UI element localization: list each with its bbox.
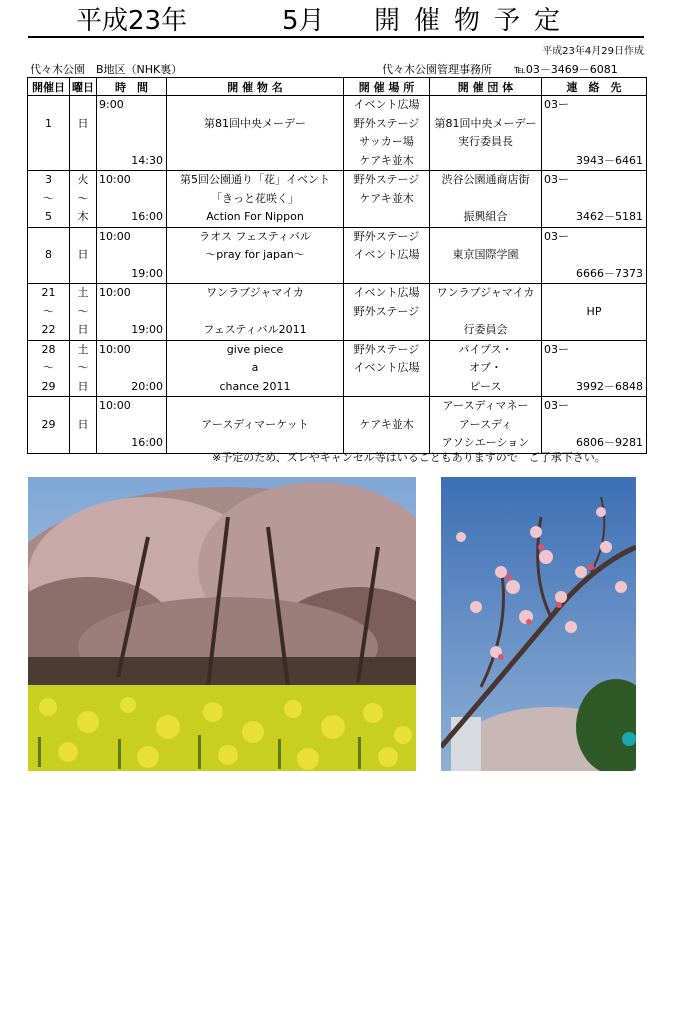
cell-venue — [344, 284, 430, 341]
name-line — [167, 303, 343, 322]
day-line: 日 — [77, 417, 89, 431]
cherry-tree-image — [28, 477, 416, 771]
time-spacer — [97, 246, 166, 265]
day-line: 木 — [77, 210, 89, 223]
header-date: 開催日 — [28, 78, 70, 96]
date-line: ～ — [43, 361, 54, 374]
venue-line — [344, 397, 429, 416]
cell-day — [70, 96, 97, 171]
date-line: 21 — [41, 286, 56, 299]
cell-contact — [542, 397, 647, 454]
title-month: 5月 — [282, 6, 325, 36]
venue-line — [344, 321, 429, 340]
venue-line: 野外ステージ — [353, 116, 420, 130]
cell-date — [28, 96, 70, 171]
day-line: 土 — [77, 286, 89, 299]
table-row — [28, 340, 647, 397]
org-line: 振興組合 — [463, 210, 508, 223]
name-line — [167, 96, 343, 115]
org-line — [430, 265, 541, 284]
date-line: 22 — [41, 323, 56, 336]
org-line: 東京国際学園 — [452, 248, 519, 261]
name-line: アースディマーケット — [201, 417, 309, 431]
date-line: 29 — [41, 417, 56, 431]
start-time: 10:00 — [99, 229, 131, 243]
org-line: ピース — [469, 379, 502, 393]
created-date: 平成23年4月29日作成 — [542, 46, 644, 57]
cell-date — [28, 340, 70, 397]
header-event: 開 催 物 名 — [167, 78, 344, 96]
start-time: 10:00 — [99, 342, 131, 356]
name-line — [167, 265, 343, 284]
table-header-row — [28, 78, 647, 96]
name-line — [167, 133, 343, 152]
cell-date — [28, 171, 70, 228]
cell-contact — [542, 340, 647, 397]
name-line: フェスティバル2011 — [203, 323, 307, 336]
cell-name — [167, 227, 344, 284]
start-time: 9:00 — [99, 98, 124, 111]
contact-line: 6666－7373 — [576, 266, 643, 280]
date-line: 3 — [45, 173, 52, 186]
cell-day — [70, 340, 97, 397]
day-line: 日 — [77, 116, 89, 130]
cell-org — [430, 340, 542, 397]
org-line: パイプス・ — [458, 342, 513, 356]
venue-line: サッカー場 — [359, 135, 414, 148]
cell-name — [167, 96, 344, 171]
date-line — [28, 152, 69, 171]
org-line — [430, 303, 541, 322]
name-line: give piece — [226, 342, 284, 356]
table-row — [28, 397, 647, 454]
cell-venue — [344, 227, 430, 284]
name-line: a — [251, 361, 259, 374]
date-line: ～ — [43, 304, 54, 318]
cell-day — [70, 227, 97, 284]
cell-name — [167, 284, 344, 341]
time-spacer — [97, 115, 166, 134]
name-line — [167, 152, 343, 171]
day-line: ～ — [77, 191, 89, 205]
start-time: 10:00 — [99, 286, 131, 299]
day-line: 土 — [77, 342, 89, 356]
header-day: 曜日 — [70, 78, 97, 96]
cell-day — [70, 284, 97, 341]
end-time: 19:00 — [131, 323, 163, 336]
time-spacer — [97, 190, 166, 209]
end-time: 16:00 — [131, 210, 163, 223]
venue-line: 野外ステージ — [353, 304, 420, 318]
day-line — [70, 434, 96, 453]
cell-name — [167, 171, 344, 228]
cell-venue — [344, 397, 430, 454]
date-line — [28, 96, 69, 115]
table-row — [28, 227, 647, 284]
date-line — [28, 133, 69, 152]
cell-day — [70, 171, 97, 228]
cell-name — [167, 340, 344, 397]
cell-date — [28, 284, 70, 341]
cell-time — [97, 340, 167, 397]
day-line — [70, 228, 96, 247]
date-line — [28, 228, 69, 247]
date-line: 29 — [41, 379, 56, 393]
venue-line: 野外ステージ — [353, 229, 420, 243]
cell-time — [97, 171, 167, 228]
contact-line: 03ー — [544, 98, 569, 111]
schedule-body — [28, 96, 647, 454]
cherry-blossom-photo — [28, 477, 416, 771]
header-organizer: 開 催 団 体 — [430, 78, 542, 96]
name-line: ワンラブジャマイカ — [206, 286, 304, 299]
org-line: 実行委員長 — [458, 135, 513, 148]
contact-line: 3992－6848 — [576, 379, 643, 393]
date-line: 1 — [45, 116, 52, 130]
table-row — [28, 171, 647, 228]
contact-line: 03ー — [544, 229, 569, 243]
org-line: 行委員会 — [463, 323, 508, 336]
org-line: アースディ — [458, 417, 513, 431]
contact-line — [542, 115, 646, 134]
day-line — [70, 397, 96, 416]
contact-line — [542, 284, 646, 303]
day-line: 日 — [77, 379, 89, 393]
date-line: 8 — [45, 248, 52, 261]
contact-line: 03ー — [544, 399, 569, 412]
title-heading: 開催物予定 — [374, 6, 575, 36]
contact-line: 3462－5181 — [576, 210, 643, 223]
cell-org — [430, 171, 542, 228]
name-line: ラオス フェスティバル — [199, 229, 311, 243]
day-line: 日 — [77, 248, 89, 261]
cell-org — [430, 96, 542, 171]
contact-line — [542, 321, 646, 340]
cell-time — [97, 397, 167, 454]
cell-date — [28, 397, 70, 454]
cell-contact — [542, 284, 647, 341]
contact-line: 6806－9281 — [576, 436, 643, 449]
time-spacer — [97, 303, 166, 322]
contact-line: 03ー — [544, 342, 569, 356]
cell-org — [430, 284, 542, 341]
disclaimer-note: ※予定のため、ズレやキャンセル等はいることもありますので ご了承下さい。 — [212, 451, 606, 464]
cell-org — [430, 397, 542, 454]
schedule-table — [27, 77, 647, 454]
name-line: ～pray for japan～ — [205, 248, 305, 261]
end-time: 14:30 — [131, 153, 163, 167]
venue-line: イベント広場 — [353, 98, 420, 111]
cell-contact — [542, 171, 647, 228]
day-line — [70, 133, 96, 152]
start-time: 10:00 — [99, 399, 131, 412]
venue-line: ケアキ並木 — [359, 153, 414, 167]
date-line: ～ — [43, 191, 54, 205]
table-row — [28, 284, 647, 341]
venue-line — [344, 208, 429, 227]
day-line: 火 — [77, 173, 89, 186]
org-line: 第81回中央メーデー — [434, 116, 537, 130]
end-time: 20:00 — [131, 379, 163, 393]
date-line: 28 — [41, 342, 56, 356]
org-line: ワンラブジャマイカ — [436, 286, 535, 299]
contact-line — [542, 190, 646, 209]
date-line — [28, 434, 69, 453]
cell-org — [430, 227, 542, 284]
cell-day — [70, 397, 97, 454]
org-line: オブ・ — [469, 361, 502, 374]
day-line — [70, 265, 96, 284]
org-line — [430, 228, 541, 247]
name-line — [167, 397, 343, 416]
office-contact: 代々木公園管理事務所 ℡03－3469－6081 — [382, 63, 618, 76]
venue-line: ケアキ並木 — [359, 417, 414, 431]
start-time: 10:00 — [99, 173, 131, 186]
contact-line: HP — [586, 304, 602, 318]
cell-name — [167, 397, 344, 454]
cell-time — [97, 96, 167, 171]
name-line: chance 2011 — [219, 379, 291, 393]
day-line — [70, 152, 96, 171]
name-line: 第5回公園通り「花」イベント — [180, 173, 330, 186]
cell-contact — [542, 96, 647, 171]
org-line — [430, 190, 541, 209]
venue-line: ケアキ並木 — [359, 191, 414, 205]
page-title — [28, 6, 644, 38]
contact-line: 03ー — [544, 173, 569, 186]
org-line — [430, 152, 541, 171]
venue-line: イベント広場 — [353, 286, 420, 299]
venue-line — [344, 265, 429, 284]
org-line — [430, 96, 541, 115]
org-line: 渋谷公園通商店街 — [441, 173, 530, 186]
contact-line — [542, 359, 646, 378]
time-spacer — [97, 359, 166, 378]
contact-line — [542, 246, 646, 265]
time-spacer — [97, 133, 166, 152]
venue-line: 野外ステージ — [353, 173, 420, 186]
day-line: ～ — [77, 361, 89, 374]
contact-line — [542, 416, 646, 435]
time-spacer — [97, 416, 166, 435]
end-time: 19:00 — [131, 266, 163, 280]
cell-venue — [344, 171, 430, 228]
cell-venue — [344, 96, 430, 171]
date-line — [28, 397, 69, 416]
cell-venue — [344, 340, 430, 397]
header-contact: 連 絡 先 — [542, 78, 647, 96]
name-line: 「きっと花咲く」 — [211, 191, 299, 205]
cell-date — [28, 227, 70, 284]
date-line — [28, 265, 69, 284]
name-line: Action For Nippon — [206, 210, 304, 223]
header-time: 時 間 — [97, 78, 167, 96]
org-line: アースディマネー — [442, 399, 529, 412]
header-venue: 開 催 場 所 — [344, 78, 430, 96]
venue-line: イベント広場 — [353, 361, 420, 374]
cherry-branch-image — [441, 477, 636, 771]
table-row — [28, 96, 647, 171]
venue-line — [344, 378, 429, 397]
day-line: ～ — [77, 304, 89, 318]
date-line: 5 — [45, 210, 52, 223]
title-year: 平成23年 — [76, 6, 188, 36]
contact-line — [542, 133, 646, 152]
name-line: 第81回中央メーデー — [204, 116, 306, 130]
cherry-branch-photo — [441, 477, 636, 771]
venue-line: イベント広場 — [353, 248, 420, 261]
day-line — [70, 96, 96, 115]
org-line: アソシエーション — [441, 436, 530, 449]
contact-line: 3943－6461 — [576, 153, 643, 167]
cell-time — [97, 284, 167, 341]
end-time: 16:00 — [131, 436, 163, 449]
cell-contact — [542, 227, 647, 284]
cell-time — [97, 227, 167, 284]
day-line: 日 — [77, 323, 89, 336]
location-label: 代々木公園 B地区（NHK裏） — [30, 63, 183, 76]
venue-line: 野外ステージ — [353, 342, 420, 356]
